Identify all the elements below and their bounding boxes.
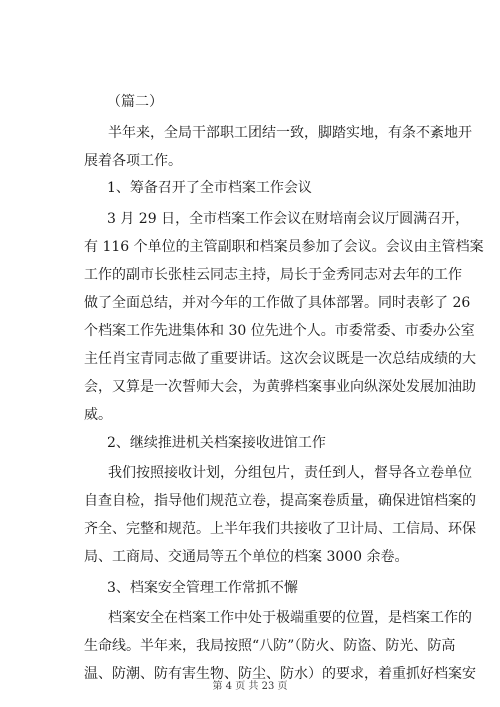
paragraph-line: 局、工商局、交通局等五个单位的档案 3000 余卷。	[84, 549, 409, 565]
paragraph-line: 做了全面总结，并对今年的工作做了具体部署。同时表彰了 26	[84, 295, 471, 311]
subheading: 1、筹备召开了全市档案工作会议	[107, 180, 312, 196]
paragraph-line: 温、防潮、防有害生物、防尘、防水）的要求，着重抓好档案安	[84, 666, 476, 682]
paragraph-line: 自查自检，指导他们规范立卷，提高案卷质量，确保进馆档案的	[84, 493, 476, 509]
paragraph-line: 3 月 29 日，全市档案工作会议在财培南会议厅圆满召开，	[107, 211, 470, 227]
paragraph-line: 会，又算是一次誓师大会，为黄骅档案事业向纵深处发展加油助	[84, 379, 476, 395]
paragraph-line: 威。	[84, 407, 112, 423]
paragraph-line: 齐全、完整和规范。上半年我们共接收了卫计局、工信局、环保	[84, 521, 476, 537]
subheading: 3、档案安全管理工作常抓不懈	[107, 580, 298, 596]
paragraph-line: 生命线。半年来，我局按照“八防”（防火、防盗、防光、防高	[84, 638, 456, 654]
paragraph-line: 工作的副市长张桂云同志主持，局长于金秀同志对去年的工作	[84, 267, 462, 283]
section-heading: （篇二）	[107, 94, 163, 110]
paragraph-line: 半年来，全局干部职工团结一致，脚踏实地，有条不紊地开	[108, 125, 472, 141]
paragraph-line: 档案安全在档案工作中处于极端重要的位置，是档案工作的	[108, 610, 472, 626]
paragraph-line: 展着各项工作。	[84, 153, 182, 169]
subheading: 2、继续推进机关档案接收进馆工作	[107, 435, 326, 451]
page-footer: 第 4 页 共 23 页	[212, 681, 288, 692]
paragraph-line: 我们按照接收计划，分组包片，责任到人，督导各立卷单位	[108, 465, 472, 481]
paragraph-line: 有 116 个单位的主管副职和档案员参加了会议。会议由主管档案	[84, 239, 484, 255]
paragraph-line: 主任肖宝青同志做了重要讲话。这次会议既是一次总结成绩的大	[84, 351, 476, 367]
paragraph-line: 个档案工作先进集体和 30 位先进个人。市委常委、市委办公室	[84, 323, 475, 339]
